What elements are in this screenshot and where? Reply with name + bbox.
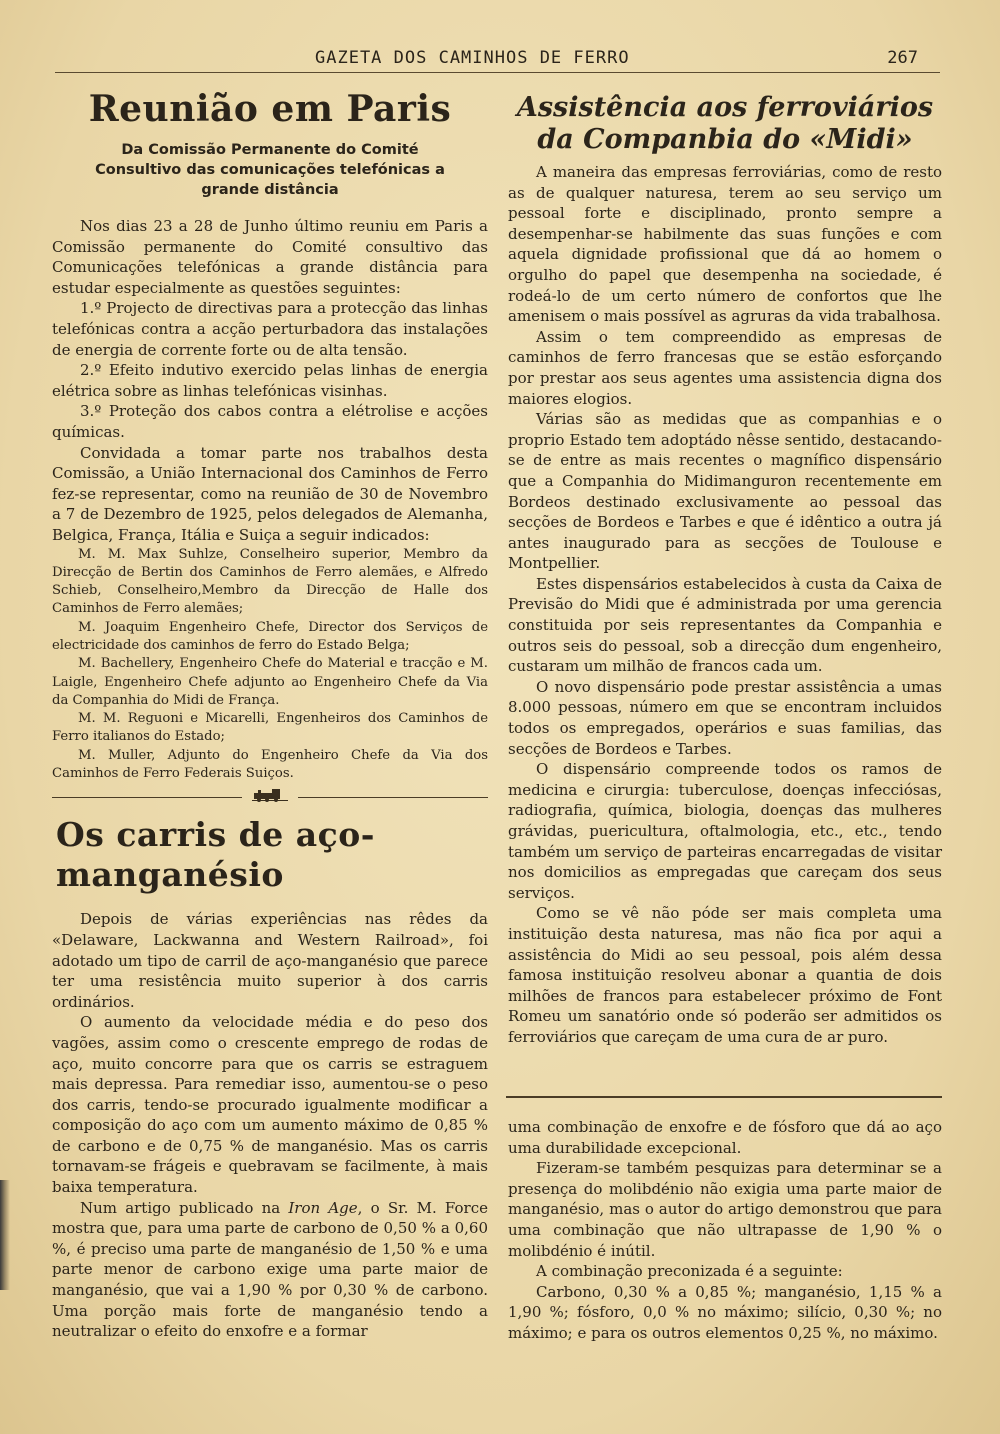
paragraph: 3.º Proteção dos cabos contra a elétrolise e acções químicas. (52, 402, 488, 441)
paragraph: Num artigo publicado na Iron Age, o Sr. M. Force mostra que, para uma parte de carbono de 0,50 % a 0,60 %, é preciso uma parte de manganésio de 1,50 % e uma parte menor de carbono exige uma parte maior de manganésio, que vai a 1,90 % por 0,30 % de carbono. Uma porção mais forte de manganésio tendo a neutralizar o efeito do enxofre e a formar (52, 1198, 488, 1341)
left-column (52, 88, 488, 1342)
paragraph: uma combinação de enxofre e de fósforo que dá ao aço uma durabilidade excepcional. (508, 1118, 942, 1157)
article-title-carris: Os carris de aço-manganésio (56, 815, 375, 895)
delegate-entry: M. M. Reguoni e Micarelli, Engenheiros dos Caminhos de Ferro italianos do Estado; (52, 711, 488, 745)
right-column-continuation (508, 1117, 942, 1344)
delegate-entry: M. Muller, Adjunto do Engenheiro Chefe da Via dos Caminhos de Ferro Federais Suiços. (52, 747, 488, 782)
paragraph: Assim o tem compreendido as empresas de caminhos de ferro francesas que se estão esforçando por prestar aos seus agentes uma assistencia digna dos maiores elogios. (508, 327, 942, 408)
paragraph: Várias são as medidas que as companhias e o proprio Estado tem adoptádo nêsse sentido, destacando-se de entre as mais recentes o magnífico dispensário que a Companhia do Midimanguron recentemente em Bordeos destinado exclusivamente ao pessoal das secções de Bordeos e Tarbes e que é idêntico a outra já antes inaugurado para as secções de Toulouse e Montpellier. (508, 410, 942, 573)
paragraph: O novo dispensário pode prestar assistência a umas 8.000 pessoas, número em que se encontram incluidos todos os empregados, operários e suas familias, das secções de Bordeos e Tarbes. (508, 677, 942, 758)
page-edge-shadow (0, 1180, 10, 1290)
paragraph: 1.º Projecto de directivas para a protecção das linhas telefónicas contra a acção perturbadora das instalações de energia de corrente forte ou de alta tensão. (52, 299, 488, 359)
paragraph: Carbono, 0,30 % a 0,85 %; manganésio, 1,15 % a 1,90 %; fósforo, 0,0 % no máximo; silício, 0,30 %; no máximo; e para os outros elementos 0,25 %, no máximo. (508, 1282, 942, 1342)
paragraph: A maneira das empresas ferroviárias, como de resto as de qualquer naturesa, terem ao seu serviço um pessoal forte e disciplinado, pronto sempre a desempenhar-se habilmente das suas funções e com aquela dignidade profissional que dá ao homem o orgulho do papel que desempenha na sociedade, é rodeá-lo de um certo número de confortos que lhe amenisem o mais possível as agruras da vida trabalhosa. (508, 163, 942, 326)
paragraph: O aumento da velocidade média e do peso dos vagões, assim como o crescente emprego de rodas de aço, muito concorre para que os carris se estraguem mais depressa. Para remediar isso, aumentou-se o peso dos carris, tendo-se procurado igualmente modificar a composição do aço com um aumento máximo de 0,85 % de carbono e de 0,75 % de manganésio. Mas os carris tornavam-se frágeis e quebravam se facilmente, à mais baixa temperatura. (52, 1013, 488, 1197)
delegate-entry: M. Joaquim Engenheiro Chefe, Director dos Serviços de electricidade dos caminhos de ferro do Estado Belga; (52, 619, 488, 653)
right-column (508, 92, 942, 1048)
paragraph: Depois de várias experiências nas rêdes da «Delaware, Lackwanna and Western Railroad», foi adotado um tipo de carril de aço-manganésio que parece ter uma resistência muito superior à dos carris ordinários. (52, 910, 488, 1011)
paragraph: Como se vê não póde ser mais completa uma instituição desta naturesa, mas não fica por aqui a assistência do Midi ao seu pessoal, pois além dessa famosa instituição resolveu abonar a quantia de dois milhões de francos para estabelecer próximo de Font Romeu um sanatório onde só poderão ser admitidos os ferroviários que careçam de uma cura de ar puro. (508, 904, 942, 1046)
paragraph: A combinação preconizada é a seguinte: (536, 1262, 843, 1281)
column-divider (506, 1096, 942, 1098)
paragraph: Fizeram-se também pesquizas para determinar se a presença do molibdénio não exigia uma parte maior de manganésio, mas o autor do artigo demonstrou que para uma combinação que não ultrapasse de 1,90 % o molibdénio é inútil. (508, 1159, 942, 1260)
delegate-entry: M. Bachellery, Engenheiro Chefe do Material e tracção e M. Laigle, Engenheiro Chefe adjunto ao Engenheiro Chefe da Via da Companhia do Midi de França. (52, 656, 488, 708)
paragraph: Nos dias 23 a 28 de Junho último reuniu em Paris a Comissão permanente do Comité consultivo das Comunicações telefónicas a grande distância para estudar especialmente as questões seguintes: (52, 217, 488, 297)
page-header (55, 44, 940, 73)
paragraph: Convidada a tomar parte nos trabalhos desta Comissão, a União Internacional dos Caminhos de Ferro fez-se representar, como na reunião de 30 de Novembro a 7 de Dezembro de 1925, pelos delegados de Alemanha, Belgica, França, Itália e Suiça a seguir indicados: (52, 443, 488, 544)
paragraph: O dispensário compreende todos os ramos de medicina e cirurgia: tuberculose, doenças infecciósas, radiografia, química, biologia, doenças das mulheres grávidas, puericultura, oftalmologia, etc., etc., tendo também um serviço de parteiras encarregadas de visitar nos domicilios as empregadas que careçam dos seus serviços. (508, 760, 942, 902)
running-title: GAZETA DOS CAMINHOS DE FERRO (315, 48, 630, 68)
locomotive-ornament-icon (252, 788, 288, 802)
paragraph: Estes dispensários estabelecidos à custa da Caixa de Previsão do Midi que é administrada por uma gerencia constituida por seis representantes da Companhia e outros seis do pessoal, sob a direcção dum engenheiro, custaram um milhão de francos cada um. (508, 574, 942, 676)
article-title-reuniao: Reunião em Paris (88, 88, 452, 130)
page-number: 267 (887, 48, 918, 68)
publication-name: Iron Age (288, 1198, 358, 1217)
section-separator (52, 787, 488, 805)
article-title-assistencia: Assistência aos ferroviários da Companbia do «Midi» (516, 92, 934, 155)
delegate-entry: M. M. Max Suhlze, Conselheiro superior, Membro da Direcção de Bertin dos Caminhos de Ferro alemães, e Alfredo Schieb, Conselheiro,Membro da Direcção de Halle dos Caminhos de Ferro alemães; (52, 546, 488, 617)
article-subtitle-reuniao: Da Comissão Permanente do Comité Consultivo das comunicações telefónicas a grande distância (95, 142, 445, 198)
paragraph: 2.º Efeito indutivo exercido pelas linhas de energia elétrica sobre as linhas telefónicas visinhas. (52, 361, 488, 400)
